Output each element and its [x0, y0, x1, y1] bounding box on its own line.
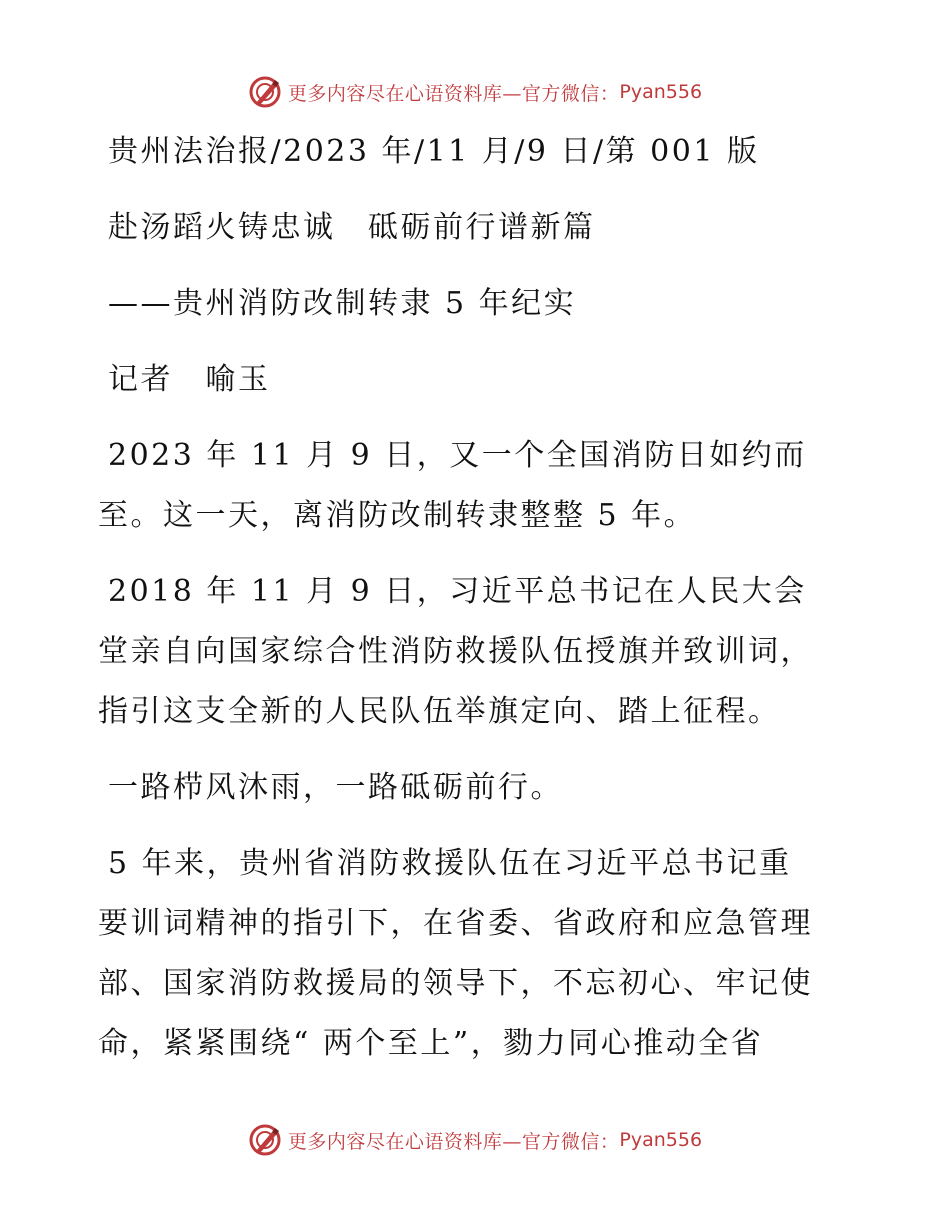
paragraph-line: 2023 年 11 月 9 日，又一个全国消防日如约而 — [108, 438, 807, 473]
paragraph — [98, 758, 858, 818]
watermark-text: 更多内容尽在心语资料库—官方微信： — [287, 82, 620, 105]
paragraph-line: 命，紧紧围绕“ 两个至上”，勠力同心推动全省 — [98, 1026, 764, 1061]
paragraph-line: 一路栉风沐雨，一路砥砺前行。 — [108, 770, 563, 805]
paragraph — [98, 426, 858, 546]
article — [98, 122, 858, 1074]
subheadline: ——贵州消防改制转隶 5 年纪实 — [108, 286, 577, 321]
paragraph-line: 5 年来，贵州省消防救援队伍在习近平总书记重 — [108, 846, 792, 881]
paragraph-line: 指引这支全新的人民队伍举旗定向、踏上征程。 — [98, 694, 781, 729]
dateline: 贵州法治报/2023 年/11 月/9 日/第 001 版 — [108, 134, 760, 169]
pen-logo-icon — [248, 75, 282, 109]
paragraph-line: 部、国家消防救援局的领导下，不忘初心、牢记使 — [98, 966, 813, 1001]
paragraph — [98, 562, 858, 742]
paragraph-line: 2018 年 11 月 9 日，习近平总书记在人民大会 — [108, 574, 807, 609]
pen-logo-icon — [248, 1123, 282, 1157]
paragraph-line: 至。这一天，离消防改制转隶整整 5 年。 — [98, 498, 697, 533]
paragraph — [98, 834, 858, 1074]
watermark-wechat-id: Pyan556 — [619, 81, 703, 103]
footer-watermark — [0, 1120, 950, 1160]
byline: 记者 喻玉 — [108, 362, 271, 397]
paragraph-line: 堂亲自向国家综合性消防救援队伍授旗并致训词， — [98, 634, 813, 669]
headline: 赴汤蹈火铸忠诚 砥砺前行谱新篇 — [108, 210, 596, 245]
header-watermark — [0, 72, 950, 112]
paragraph-line: 要训词精神的指引下，在省委、省政府和应急管理 — [98, 906, 813, 941]
watermark-text: 更多内容尽在心语资料库—官方微信： — [287, 1130, 620, 1153]
watermark-wechat-id: Pyan556 — [619, 1129, 703, 1151]
